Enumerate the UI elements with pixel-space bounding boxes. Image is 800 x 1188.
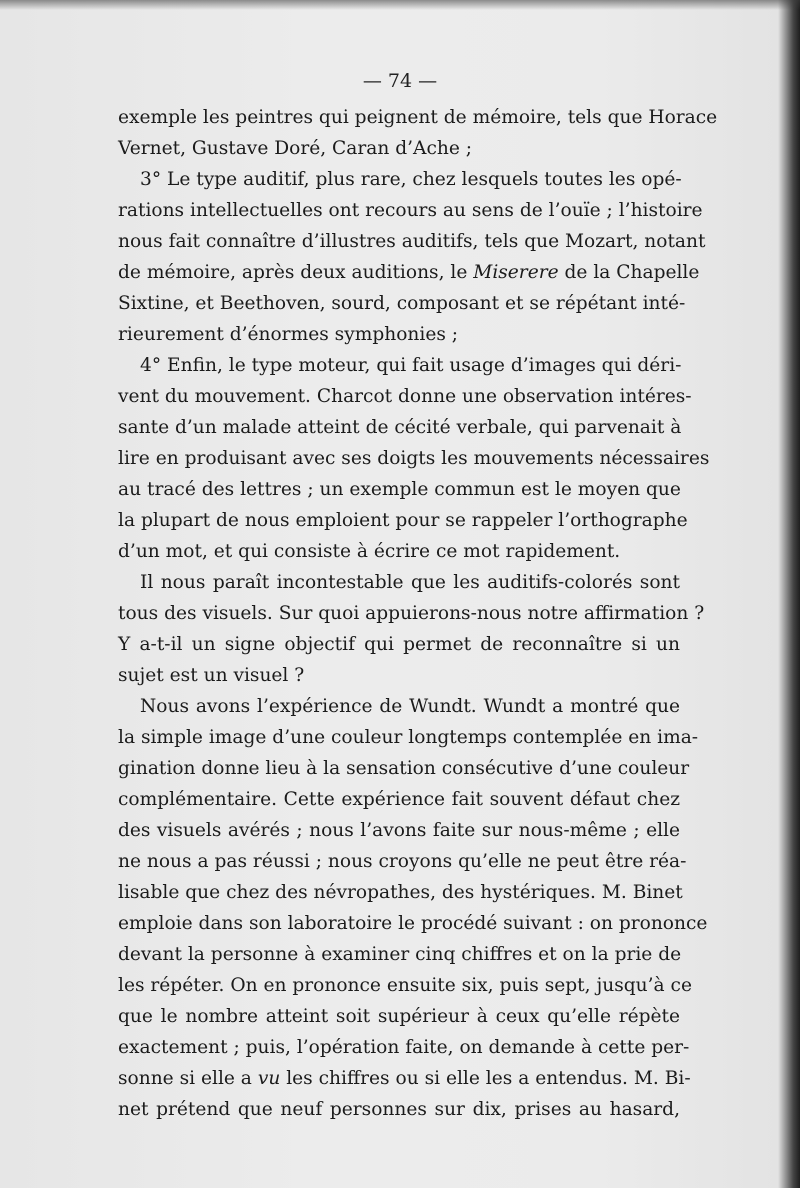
text-fragment: les chiffres ou si elle les a entendus. M. Bi- [280, 1068, 691, 1089]
text-line [118, 1063, 691, 1094]
text-fragment: de la Chapelle [558, 262, 700, 283]
text-line: complémentaire. Cette expérience fait souvent défaut chez [118, 789, 680, 810]
text-line: net prétend que neuf personnes sur dix, prises au hasard, [118, 1099, 680, 1120]
text-line: emploie dans son laboratoire le procédé suivant : on prononce [118, 913, 708, 934]
text-line: Sixtine, et Beethoven, sourd, composant et se répétant inté- [118, 293, 686, 314]
text-line: gination donne lieu à la sensation consécutive d’une couleur [118, 758, 690, 779]
text-fragment: de mémoire, après deux auditions, le [118, 262, 474, 283]
text-fragment: sonne si elle a [118, 1068, 258, 1089]
text-line: sante d’un malade atteint de cécité verbale, qui parvenait à [118, 417, 682, 438]
text-line: la simple image d’une couleur longtemps contemplée en ima- [118, 727, 699, 748]
body-text [118, 102, 718, 1125]
text-line: vent du mouvement. Charcot donne une observation intéres- [118, 386, 692, 407]
text-line: devant la personne à examiner cinq chiffres et on la prie de [118, 944, 682, 965]
text-line: rieurement d’énormes symphonies ; [118, 324, 459, 345]
text-line: les répéter. On en prononce ensuite six, puis sept, jusqu’à ce [118, 975, 692, 996]
text-line: 4° Enfin, le type moteur, qui fait usage d’images qui déri- [140, 355, 682, 376]
text-line: exemple les peintres qui peignent de mémoire, tels que Horace [118, 107, 718, 128]
page-number: — 74 — [362, 70, 438, 92]
text-line: sujet est un visuel ? [118, 665, 305, 686]
italic-term: Miserere [473, 262, 559, 283]
text-line: que le nombre atteint soit supérieur à ceux qu’elle répète [118, 1006, 680, 1027]
text-line: des visuels avérés ; nous l’avons faite sur nous-même ; elle [118, 820, 680, 841]
text-line: rations intellectuelles ont recours au sens de l’ouïe ; l’histoire [118, 200, 703, 221]
text-line: Nous avons l’expérience de Wundt. Wundt a montré que [140, 696, 680, 717]
text-line: ne nous a pas réussi ; nous croyons qu’elle ne peut être réa- [118, 851, 687, 872]
text-line: tous des visuels. Sur quoi appuierons-nous notre affirmation ? [118, 603, 705, 624]
text-line: Il nous paraît incontestable que les auditifs-colorés sont [140, 572, 680, 593]
text-line: d’un mot, et qui consiste à écrire ce mot rapidement. [118, 541, 621, 562]
text-line: Y a-t-il un signe objectif qui permet de reconnaître si un [118, 634, 680, 655]
text-line: lire en produisant avec ses doigts les mouvements nécessaires [118, 448, 710, 469]
text-line: exactement ; puis, l’opération faite, on demande à cette per- [118, 1037, 690, 1058]
text-line: nous fait connaître d’illustres auditifs, tels que Mozart, notant [118, 231, 706, 252]
text-line: au tracé des lettres ; un exemple commun est le moyen que [118, 479, 681, 500]
text-line: Vernet, Gustave Doré, Caran d’Ache ; [118, 138, 473, 159]
text-line: 3° Le type auditif, plus rare, chez lesquels toutes les opé- [140, 169, 682, 190]
text-line [118, 257, 700, 288]
italic-term: vu [257, 1068, 281, 1089]
text-line: lisable que chez des névropathes, des hystériques. M. Binet [118, 882, 683, 903]
text-line: la plupart de nous emploient pour se rappeler l’orthographe [118, 510, 688, 531]
